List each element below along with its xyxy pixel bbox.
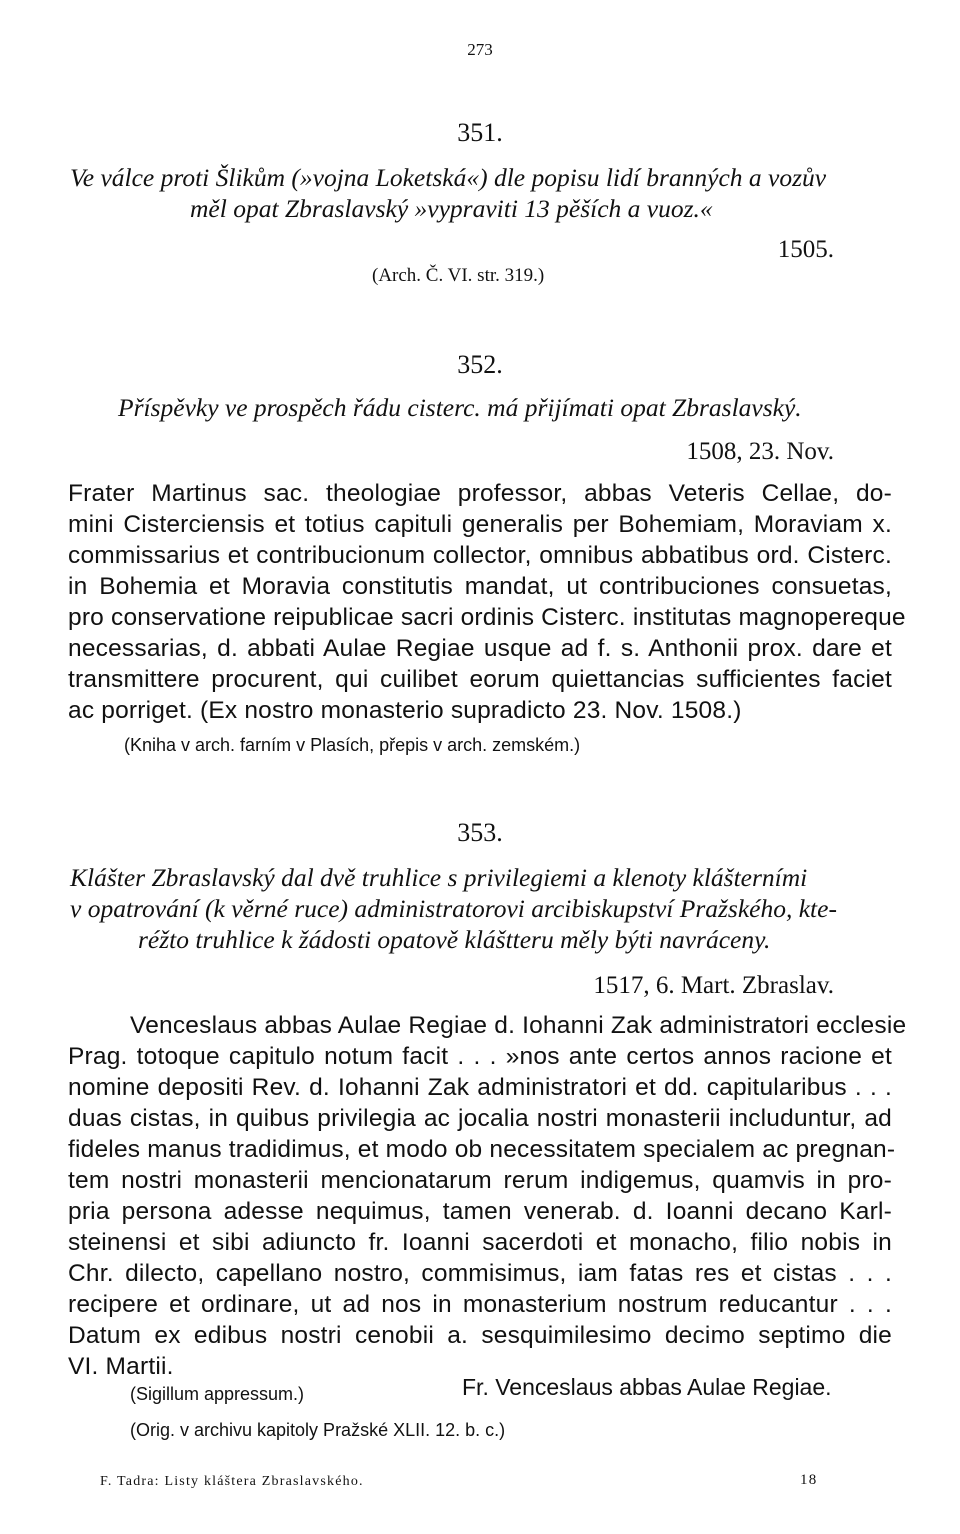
entry-352-date: 1508, 23. Nov. bbox=[686, 438, 834, 465]
regest-line: Příspěvky ve prospěch řádu cisterc. má přijímati opat Zbraslavský. bbox=[118, 393, 802, 422]
footer-citation: F. Tadra: Listy kláštera Zbraslavského. bbox=[100, 1474, 364, 1489]
text-line: nomine depositi Rev. d. Iohanni Zak administratori et dd. capitularibus . . . bbox=[68, 1074, 892, 1101]
regest-line: Ve válce proti Šlikům (»vojna Loketská«) dle popisu lidí branných a vozův bbox=[70, 163, 827, 192]
regest-line: Klášter Zbraslavský dal dvě truhlice s privilegiemi a klenoty klášterními bbox=[70, 863, 808, 892]
text-line: necessarias, d. abbati Aulae Regiae usque ad f. s. Anthonii prox. dare et bbox=[68, 635, 892, 662]
text-line: Datum ex edibus nostri cenobii a. sesquimilesimo decimo septimo die bbox=[68, 1322, 892, 1349]
regest-line: měl opat Zbraslavský »vypraviti 13 pěších a vuoz.« bbox=[190, 194, 713, 223]
entry-351-source: (Arch. Č. VI. str. 319.) bbox=[372, 265, 545, 286]
footer-sheet-number: 18 bbox=[800, 1472, 818, 1488]
regest-line: réžto truhlice k žádosti opatově kláštteru měly býti navráceny. bbox=[138, 925, 771, 954]
text-line: pro conservatione reipublicae sacri ordinis Cisterc. institutas magnopereque bbox=[68, 604, 906, 631]
regest-line: v opatrování (k věrné ruce) administratorovi arcibiskupství Pražského, kte- bbox=[70, 894, 837, 923]
text-line: Chr. dilecto, capellano nostro, commisimus, iam fatas res et cistas . . . bbox=[68, 1260, 892, 1287]
text-line: Frater Martinus sac. theologiae professor, abbas Veteris Cellae, do- bbox=[68, 480, 892, 507]
text-line: ac porriget. (Ex nostro monasterio supradicto 23. Nov. 1508.) bbox=[68, 697, 742, 724]
entry-351-date: 1505. bbox=[777, 236, 834, 263]
entry-352-source: (Kniha v arch. farním v Plasích, přepis v arch. zemském.) bbox=[124, 735, 581, 755]
entry-352-number: 352. bbox=[457, 350, 503, 379]
text-line: Prag. totoque capitulo notum facit . . . »nos ante certos annos racione et bbox=[68, 1043, 892, 1070]
text-line: transmittere procurent, qui cuilibet eorum quiettancias sufficientes faciet bbox=[68, 666, 892, 693]
entry-353-regest bbox=[70, 862, 890, 955]
text-line: Venceslaus abbas Aulae Regiae d. Iohanni Zak administratori ecclesie bbox=[130, 1012, 907, 1039]
entry-353-date: 1517, 6. Mart. Zbraslav. bbox=[593, 972, 834, 999]
entry-353-text bbox=[68, 1010, 907, 1382]
text-line: fideles manus tradidimus, et modo ob necessitatem specialem ac pregnan- bbox=[68, 1136, 896, 1163]
entry-353-source: (Orig. v archivu kapitoly Pražské XLII. 12. b. c.) bbox=[130, 1420, 506, 1440]
seal-note: (Sigillum appressum.) bbox=[130, 1384, 305, 1404]
entry-351-number: 351. bbox=[457, 118, 503, 147]
text-line: duas cistas, in quibus privilegia ac jocalia nostri monasterii includuntur, ad bbox=[68, 1105, 892, 1132]
text-line: mini Cisterciensis et totius capituli generalis per Bohemiam, Moraviam x. bbox=[68, 511, 892, 538]
page-number: 273 bbox=[467, 40, 493, 59]
text-line: VI. Martii. bbox=[68, 1353, 174, 1380]
text-line: commissarius et contribucionum collector, omnibus abbatibus ord. Cisterc. bbox=[68, 542, 892, 569]
text-line: recipere et ordinare, ut ad nos in monasterium nostrum reducantur . . . bbox=[68, 1291, 892, 1318]
signature: Fr. Venceslaus abbas Aulae Regiae. bbox=[462, 1374, 832, 1400]
text-line: steinensi et sibi adiuncto fr. Ioanni sacerdoti et monacho, filio nobis in bbox=[68, 1229, 892, 1256]
text-line: tem nostri monasterii mencionatarum rerum indigemus, quamvis in pro- bbox=[68, 1167, 892, 1194]
entry-352-text bbox=[68, 478, 906, 726]
entry-351-regest bbox=[70, 162, 890, 224]
text-line: in Bohemia et Moravia constitutis mandat, ut contribuciones consuetas, bbox=[68, 573, 892, 600]
text-line: pria persona adesse nequimus, tamen venerab. d. Ioanni decano Karl- bbox=[68, 1198, 892, 1225]
entry-353-number: 353. bbox=[457, 818, 503, 847]
entry-352-regest bbox=[118, 392, 938, 423]
